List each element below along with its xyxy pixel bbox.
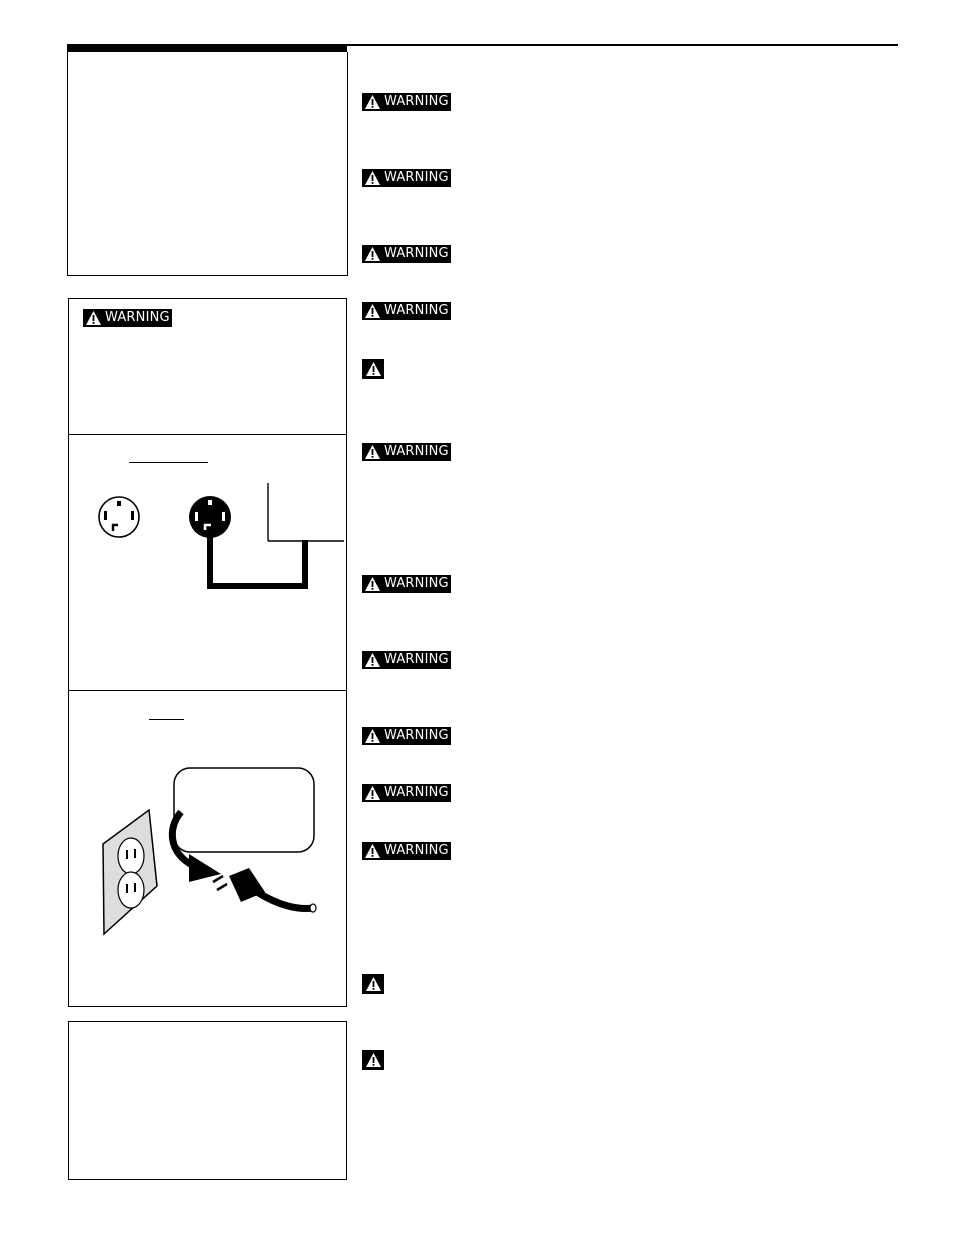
warning-badge [362,93,451,111]
warning-label: WARNING [384,303,449,318]
box-divider [69,690,346,691]
heading-underline [149,719,184,720]
warning-triangle-icon [362,974,384,994]
four-prong-outlet-diagram [94,483,344,593]
warning-label: WARNING [384,785,449,800]
warning-badge [362,727,451,745]
section-header-bar [67,44,347,52]
warning-label: WARNING [384,576,449,591]
callout-bubble [174,768,314,852]
warning-label: WARNING [384,170,449,185]
warning-badge [362,575,451,593]
info-box-top [67,52,348,276]
appliance-corner [268,483,344,541]
warning-triangle-icon [364,170,381,186]
warning-badge [362,842,451,860]
info-box-bottom [68,1021,347,1180]
info-box-electrical [68,298,347,1007]
warning-badge [362,651,451,669]
warning-label: WARNING [384,444,449,459]
warning-badge [362,169,451,187]
warning-triangle-icon [364,785,381,801]
warning-triangle-icon [85,310,102,326]
three-prong-plug-icon [213,868,316,912]
four-prong-outlet-icon [99,497,139,537]
warning-triangle-icon [364,444,381,460]
warning-label: WARNING [384,843,449,858]
warning-badge [362,302,451,320]
warning-label: WARNING [384,652,449,667]
warning-triangle-icon [364,576,381,592]
warning-triangle-icon [364,652,381,668]
warning-badge [83,309,172,327]
warning-badge [362,443,451,461]
warning-label: WARNING [105,310,170,325]
warning-badge [362,784,451,802]
warning-label: WARNING [384,246,449,261]
warning-triangle-icon [362,1050,384,1070]
warning-label: WARNING [384,94,449,109]
warning-triangle-icon [364,94,381,110]
warning-triangle-icon [362,359,384,379]
heading-underline [129,462,208,463]
header-rule [347,44,898,46]
warning-triangle-icon [364,843,381,859]
warning-label: WARNING [384,728,449,743]
box-divider [69,434,346,435]
warning-triangle-icon [364,303,381,319]
wall-outlet-diagram [99,764,319,939]
warning-badge [362,245,451,263]
warning-triangle-icon [364,728,381,744]
warning-triangle-icon [364,246,381,262]
wall-outlet-icon [103,810,157,934]
